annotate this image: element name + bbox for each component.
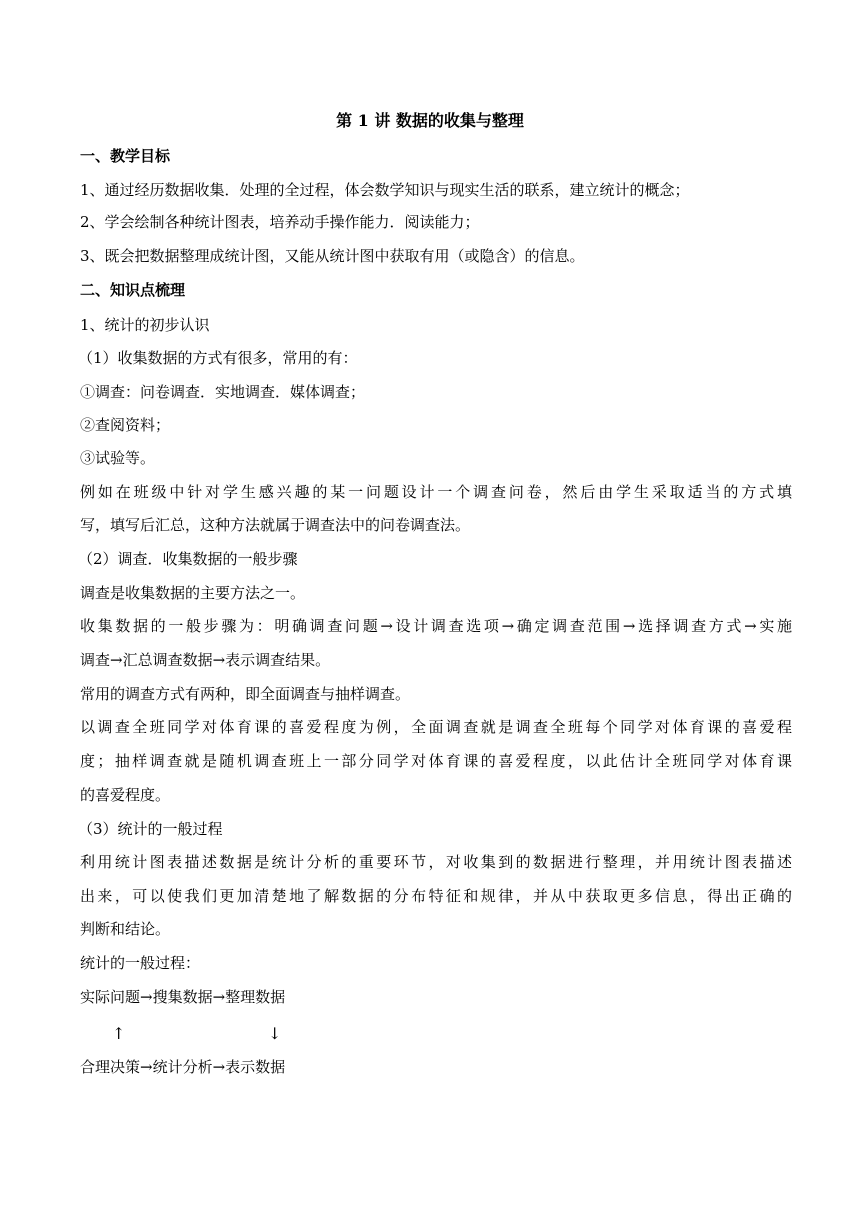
page-title: 第 1 讲 数据的收集与整理 [336,111,524,130]
example-line-1: 例如在班级中针对学生感兴趣的某一问题设计一个调查问卷，然后由学生采取适当的方式填 [80,483,792,501]
paragraph-heading-3: （3）统计的一般过程 [78,820,223,838]
process-text-line-1: 利用统计图表描述数据是统计分析的重要环节，对收集到的数据进行整理，并用统计图表描述 [80,853,792,871]
subsection-statistics-intro: 1、统计的初步认识 [80,316,210,334]
process-text-line-3: 判断和结论。 [80,920,171,938]
survey-example-line-3: 的喜爱程度。 [80,786,171,804]
section-heading-knowledge: 二、知识点梳理 [80,281,186,299]
process-text-line-2: 出来，可以使我们更加清楚地了解数据的分布特征和规律，并从中获取更多信息，得出正确的 [80,887,792,905]
section-heading-teaching-goals: 一、教学目标 [80,147,171,165]
survey-example-line-1: 以调查全班同学对体育课的喜爱程度为例，全面调查就是调查全班每个同学对体育课的喜爱程 [80,718,792,736]
method-item-1: ①调查：问卷调查．实地调查．媒体调查； [80,383,366,401]
method-item-3: ③试验等。 [80,449,156,467]
method-item-2: ②查阅资料； [80,416,171,434]
arrow-up-icon: ↑ [112,1024,126,1043]
paragraph-heading-1: （1）收集数据的方式有很多，常用的有： [78,349,358,367]
goal-item-1: 1、通过经历数据收集．处理的全过程，体会数学知识与现实生活的联系，建立统计的概念； [80,181,690,199]
steps-line-2: 调查→汇总调查数据→表示调查结果。 [80,651,331,669]
goal-item-2: 2、学会绘制各种统计图表，培养动手操作能力．阅读能力； [80,213,480,231]
survey-intro-line: 调查是收集数据的主要方法之一。 [80,584,306,602]
survey-example-line-2: 度；抽样调查就是随机调查班上一部分同学对体育课的喜爱程度，以此估计全班同学对体育课 [80,752,792,770]
goal-item-3: 3、既会把数据整理成统计图，又能从统计图中获取有用（或隐含）的信息。 [80,247,585,265]
example-line-2: 写，填写后汇总，这种方法就属于调查法中的问卷调查法。 [80,516,471,534]
process-label: 统计的一般过程： [80,954,201,972]
flow-bottom-row: 合理决策→统计分析→表示数据 [80,1058,286,1076]
survey-types-line: 常用的调查方式有两种，即全面调查与抽样调查。 [80,685,411,703]
flow-top-row: 实际问题→搜集数据→整理数据 [80,988,286,1006]
arrow-down-icon: ↓ [268,1024,282,1043]
paragraph-heading-2: （2）调查．收集数据的一般步骤 [78,550,298,568]
steps-line-1: 收集数据的一般步骤为：明确调查问题→设计调查选项→确定调查范围→选择调查方式→实施 [80,617,792,635]
